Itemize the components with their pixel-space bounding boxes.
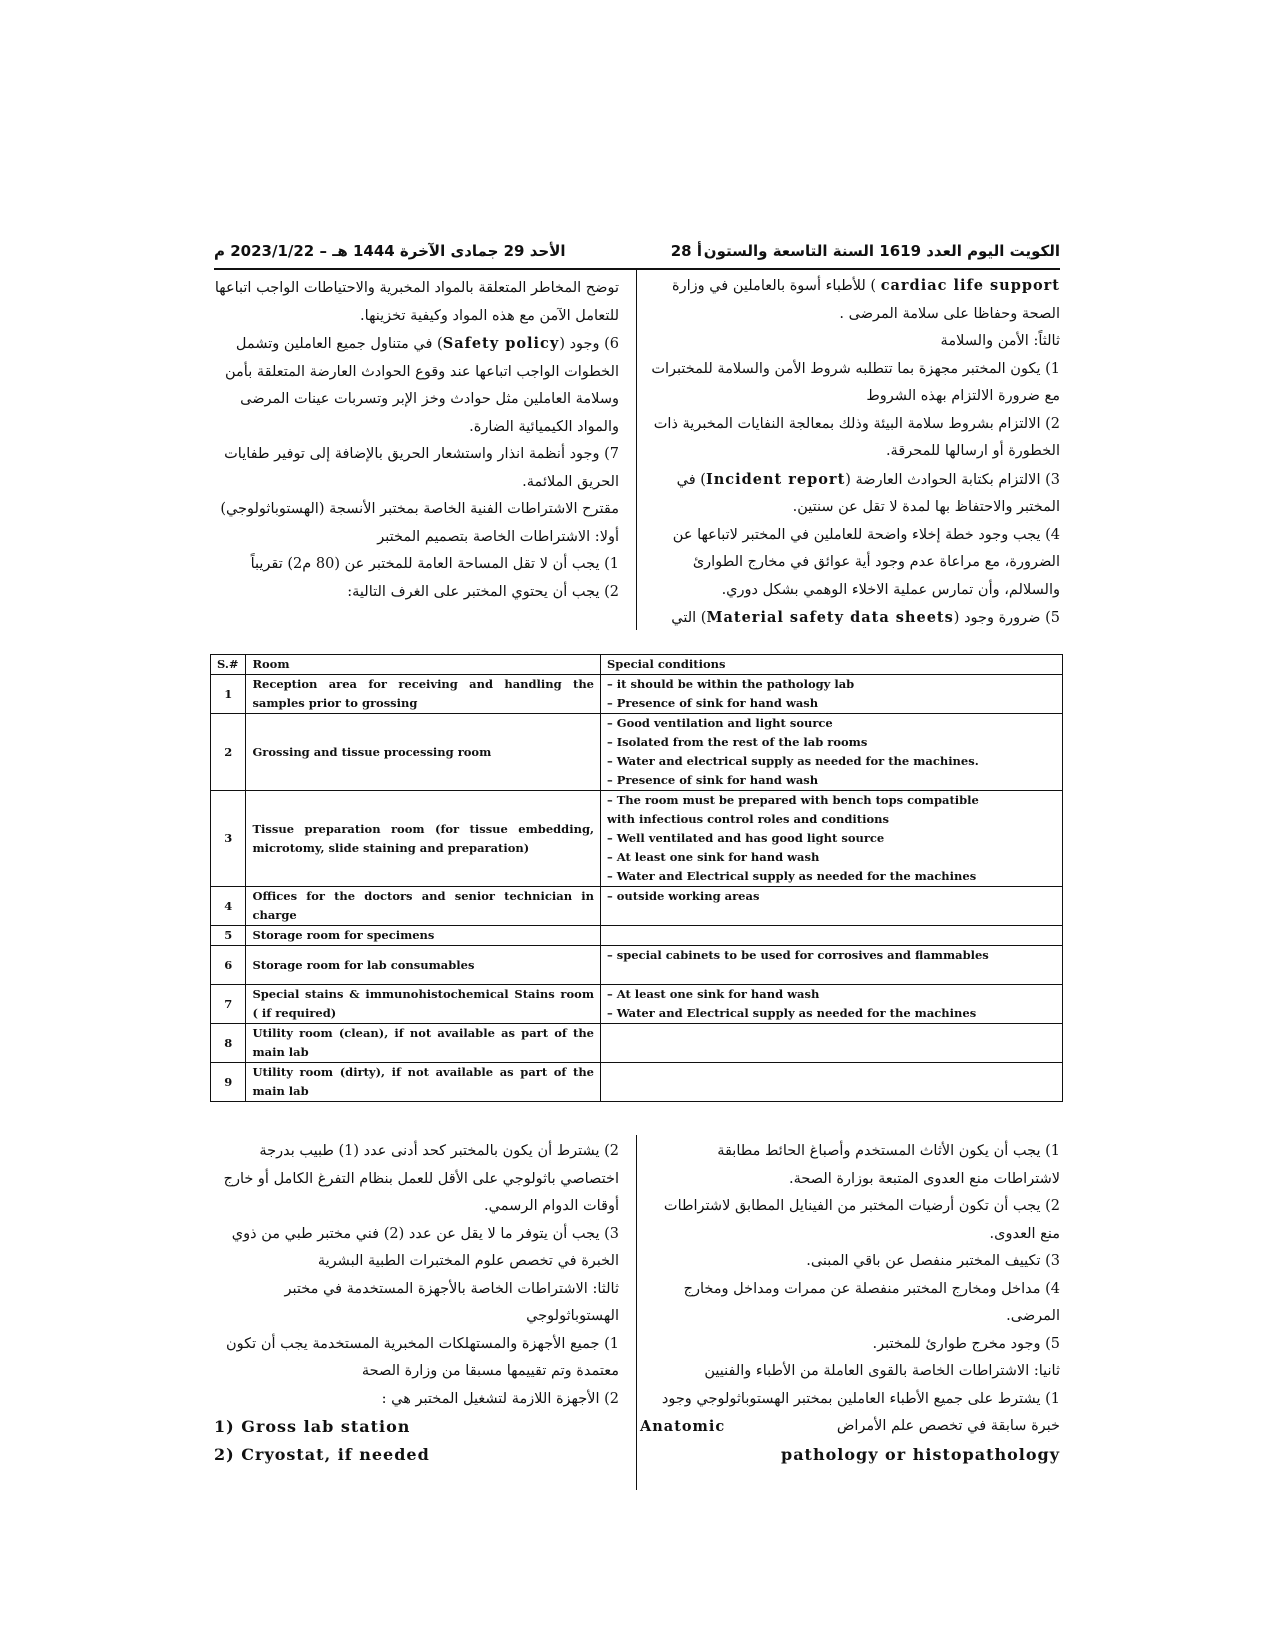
arabic-text: ثالثاً: الأمن والسلامة — [940, 333, 1060, 349]
room-cell: Special stains & immunohistochemical Stains room ( if required) — [246, 985, 601, 1024]
text-line — [214, 551, 619, 579]
text-line — [214, 1358, 619, 1386]
arabic-text: مع ضرورة الالتزام بهذه الشروط — [866, 388, 1060, 404]
arabic-text: للتعامل الآمن مع هذه المواد وكيفية تخزينها. — [360, 307, 619, 324]
table-row — [211, 887, 1063, 926]
text-line — [640, 356, 1060, 384]
text-line — [214, 330, 619, 359]
text-line — [640, 272, 1060, 301]
bottom-left-column — [214, 1138, 619, 1468]
header-page-number: أ 28 — [670, 242, 702, 260]
condition-line: – At least one sink for hand wash — [607, 987, 820, 1001]
arabic-text: والمواد الكيميائية الضارة. — [469, 418, 619, 435]
arabic-text: 1) يجب أن لا تقل المساحة العامة للمختبر عن (80 م2) تقريباً — [250, 556, 619, 572]
text-line — [640, 1413, 1060, 1441]
text-line — [640, 604, 1060, 633]
arabic-text: المختبر والاحتفاظ بها لمدة لا تقل عن سنتين. — [792, 499, 1060, 515]
text-line — [214, 303, 619, 331]
serial-cell: 8 — [211, 1024, 246, 1063]
arabic-text: المرضى. — [1006, 1308, 1060, 1324]
conditions-cell — [601, 1024, 1063, 1063]
text-line — [640, 1166, 1060, 1194]
arabic-text: منع العدوى. — [989, 1225, 1060, 1242]
arabic-text: 3) يجب أن يتوفر ما لا يقل عن عدد (2) فني مختبر طبي من ذوي — [231, 1225, 619, 1242]
text-line — [640, 1193, 1060, 1221]
arabic-text: الخبرة في تخصص علوم المختبرات الطبية البشرية — [317, 1253, 619, 1269]
english-text: pathology or histopathology — [781, 1444, 1060, 1464]
arabic-text: توضح المخاطر المتعلقة بالمواد المخبرية والاحتياطات الواجب اتباعها — [214, 280, 619, 296]
header-serial: S.# — [211, 655, 246, 675]
text-line — [214, 359, 619, 387]
arabic-text: الحريق الملائمة. — [522, 473, 619, 490]
condition-line: – Good ventilation and light source — [607, 716, 833, 730]
arabic-text: اختصاصي باثولوجي على الأقل للعمل بنظام التفرغ الكامل أو خارج — [223, 1170, 619, 1187]
text-line — [214, 414, 619, 442]
arabic-text: الصحة وحفاظا على سلامة المرضى . — [839, 305, 1060, 322]
serial-cell: 6 — [211, 946, 246, 985]
arabic-text: مقترح الاشتراطات الفنية الخاصة بمختبر الأنسجة (الهستوباثولوجي) — [220, 501, 619, 517]
header-issue: الكويت اليوم العدد 1619 السنة التاسعة والستون — [703, 242, 1060, 260]
text-line — [214, 1221, 619, 1249]
table-row — [211, 1063, 1063, 1102]
header-room: Room — [246, 655, 601, 675]
text-line — [214, 1413, 619, 1441]
table-row — [211, 675, 1063, 714]
text-line — [640, 301, 1060, 329]
text-line — [640, 1441, 1060, 1469]
arabic-text: 5) ضرورة وجود ( — [953, 610, 1060, 626]
condition-line: – it should be within the pathology lab — [607, 677, 855, 691]
english-term: Incident report — [705, 470, 846, 488]
english-text: 1) Gross lab station — [214, 1417, 411, 1436]
serial-cell: 7 — [211, 985, 246, 1024]
condition-line: – Water and electrical supply as needed for the machines. — [607, 754, 979, 768]
conditions-cell — [601, 946, 1063, 985]
arabic-text: خبرة سابقة في تخصص علم الأمراض — [836, 1418, 1060, 1434]
english-term: Material safety data sheets — [706, 609, 954, 626]
text-line — [640, 1138, 1060, 1166]
text-line — [640, 1386, 1060, 1414]
condition-line: – Presence of sink for hand wash — [607, 696, 819, 710]
serial-cell: 4 — [211, 887, 246, 926]
text-line — [214, 441, 619, 469]
arabic-text: 1) يشترط على جميع الأطباء العاملين بمختبر الهستوباثولوجي وجود — [661, 1390, 1060, 1407]
conditions-cell — [601, 1063, 1063, 1102]
text-line — [640, 1331, 1060, 1359]
condition-line: – The room must be prepared with bench tops compatible — [607, 793, 979, 807]
text-line — [214, 1166, 619, 1194]
arabic-text: ثالثا: الاشتراطات الخاصة بالأجهزة المستخدمة في مختبر — [284, 1280, 619, 1297]
conditions-cell — [601, 926, 1063, 946]
condition-line: – special cabinets to be used for corrosives and flammables — [607, 948, 989, 962]
arabic-text: أوقات الدوام الرسمي. — [484, 1198, 619, 1214]
text-line — [214, 1303, 619, 1331]
text-line — [214, 1193, 619, 1221]
text-line — [640, 411, 1060, 439]
rooms-table — [210, 654, 1063, 1102]
serial-cell: 3 — [211, 791, 246, 887]
arabic-text: 4) مداخل ومخارج المختبر منفصلة عن ممرات ومداخل ومخارج — [683, 1280, 1060, 1297]
column-divider — [636, 270, 637, 630]
english-term: Anatomic — [640, 1418, 726, 1435]
text-line — [640, 1248, 1060, 1276]
text-line — [640, 494, 1060, 522]
arabic-text: ثانيا: الاشتراطات الخاصة بالقوى العاملة من الأطباء والفنيين — [704, 1363, 1060, 1379]
page-header — [214, 240, 1060, 270]
table-row — [211, 926, 1063, 946]
arabic-text: 4) يجب وجود خطة إخلاء واضحة للعاملين في المختبر لاتباعها عن — [672, 526, 1060, 543]
conditions-cell — [601, 887, 1063, 926]
text-line — [640, 1358, 1060, 1386]
arabic-text: ) التي — [671, 610, 707, 626]
condition-line: – Isolated from the rest of the lab rooms — [607, 735, 868, 749]
text-line — [214, 1441, 619, 1469]
text-line — [640, 1303, 1060, 1331]
top-right-column — [640, 272, 1060, 633]
table-row — [211, 791, 1063, 887]
serial-cell: 5 — [211, 926, 246, 946]
conditions-cell — [601, 714, 1063, 791]
arabic-text: معتمدة وتم تقييمها مسبقا من وزارة الصحة — [361, 1363, 619, 1379]
text-line — [640, 438, 1060, 466]
text-line — [214, 496, 619, 524]
english-text: 2) Cryostat, if needed — [214, 1444, 430, 1464]
arabic-text: 1) جميع الأجهزة والمستهلكات المخبرية المستخدمة يجب أن تكون — [226, 1335, 619, 1352]
arabic-text: الخطوات الواجب اتباعها عند وقوع الحوادث العارضة المتعلقة بأمن — [225, 363, 619, 380]
arabic-text: الهستوباثولوجي — [526, 1308, 619, 1324]
arabic-text: 2) يشترط أن يكون بالمختبر كحد أدنى عدد (1) طبيب بدرجة — [259, 1143, 619, 1159]
top-left-column — [214, 275, 619, 606]
condition-line: – Water and Electrical supply as needed for the machines — [607, 869, 977, 883]
condition-line: with infectious control roles and conditions — [607, 812, 889, 826]
arabic-text: والسلالم، وأن تمارس عملية الاخلاء الوهمي بشكل دوري. — [721, 581, 1060, 598]
header-date: الأحد 29 جمادى الآخرة 1444 هـ – 2023/1/22 م — [214, 242, 566, 260]
room-cell: Tissue preparation room (for tissue embedding, microtomy, slide staining and preparation) — [246, 791, 601, 887]
condition-line: – outside working areas — [607, 889, 760, 903]
condition-line: – Water and Electrical supply as needed for the machines — [607, 1006, 977, 1020]
arabic-text: 2) الأجهزة اللازمة لتشغيل المختبر هي : — [381, 1390, 619, 1407]
text-line — [214, 386, 619, 414]
arabic-text: 7) وجود أنظمة انذار واستشعار الحريق بالإضافة إلى توفير طفايات — [224, 446, 619, 462]
arabic-text: أولا: الاشتراطات الخاصة بتصميم المختبر — [377, 528, 619, 545]
arabic-text: لاشتراطات منع العدوى المتبعة بوزارة الصحة. — [788, 1170, 1060, 1187]
arabic-text: 2) الالتزام بشروط سلامة البيئة وذلك بمعالجة النفايات المخبرية ذات — [653, 415, 1060, 432]
text-line — [214, 275, 619, 303]
room-cell: Grossing and tissue processing room — [246, 714, 601, 791]
text-line — [640, 328, 1060, 356]
text-line — [214, 524, 619, 552]
condition-line: – Presence of sink for hand wash — [607, 773, 819, 787]
arabic-text: ) في — [676, 471, 706, 488]
text-line — [214, 1248, 619, 1276]
table-row — [211, 946, 1063, 985]
serial-cell: 2 — [211, 714, 246, 791]
room-cell: Utility room (dirty), if not available as part of the main lab — [246, 1063, 601, 1102]
arabic-text: 5) وجود مخرج طوارئ للمختبر. — [872, 1335, 1060, 1352]
condition-line: – Well ventilated and has good light source — [607, 831, 885, 845]
condition-line: – At least one sink for hand wash — [607, 850, 820, 864]
english-term: cardiac life support — [880, 277, 1060, 294]
room-cell: Offices for the doctors and senior technician in charge — [246, 887, 601, 926]
arabic-text: 6) وجود ( — [559, 336, 619, 352]
arabic-text: 1) يكون المختبر مجهزة بما تتطلبه شروط الأمن والسلامة للمختبرات — [651, 360, 1060, 377]
text-line — [640, 1221, 1060, 1249]
arabic-text: 2) يجب أن يحتوي المختبر على الغرف التالية: — [347, 583, 619, 600]
room-cell: Storage room for lab consumables — [246, 946, 601, 985]
room-cell: Storage room for specimens — [246, 926, 601, 946]
arabic-text: وسلامة العاملين مثل حوادث وخز الإبر وتسربات عينات المرضى — [240, 391, 619, 407]
arabic-text: ) في متناول جميع العاملين وتشمل — [235, 336, 443, 352]
table-row — [211, 985, 1063, 1024]
text-line — [640, 466, 1060, 495]
text-line — [214, 1276, 619, 1304]
arabic-text: الضرورة، مع مراعاة عدم وجود أية عوائق في مخارج الطوارئ — [692, 554, 1060, 570]
header-conditions: Special conditions — [601, 655, 1063, 675]
text-line — [640, 549, 1060, 577]
table-row — [211, 714, 1063, 791]
conditions-cell — [601, 791, 1063, 887]
arabic-text: 2) يجب أن تكون أرضيات المختبر من الفينايل المطابق لاشتراطات — [663, 1198, 1060, 1214]
text-line — [214, 469, 619, 497]
arabic-text: 3) تكييف المختبر منفصل عن باقي المبنى. — [806, 1253, 1060, 1269]
room-cell: Reception area for receiving and handling the samples prior to grossing — [246, 675, 601, 714]
arabic-text: 3) الالتزام بكتابة الحوادث العارضة ( — [845, 471, 1060, 488]
table-row — [211, 1024, 1063, 1063]
text-line — [640, 383, 1060, 411]
column-divider — [636, 1135, 637, 1490]
text-line — [640, 522, 1060, 550]
text-line — [214, 579, 619, 607]
room-cell: Utility room (clean), if not available as part of the main lab — [246, 1024, 601, 1063]
text-line — [214, 1331, 619, 1359]
arabic-text: الخطورة أو ارسالها للمحرقة. — [885, 443, 1060, 459]
text-line — [214, 1138, 619, 1166]
serial-cell: 9 — [211, 1063, 246, 1102]
text-line — [214, 1386, 619, 1414]
text-line — [640, 577, 1060, 605]
conditions-cell — [601, 675, 1063, 714]
conditions-cell — [601, 985, 1063, 1024]
arabic-text: ) للأطباء أسوة بالعاملين في وزارة — [671, 278, 877, 294]
table-header-row — [211, 655, 1063, 675]
english-term: Safety policy — [442, 335, 560, 352]
bottom-right-column — [640, 1138, 1060, 1468]
serial-cell: 1 — [211, 675, 246, 714]
text-line — [640, 1276, 1060, 1304]
arabic-text: 1) يجب أن يكون الأثاث المستخدم وأصباغ الحائط مطابقة — [717, 1143, 1060, 1159]
